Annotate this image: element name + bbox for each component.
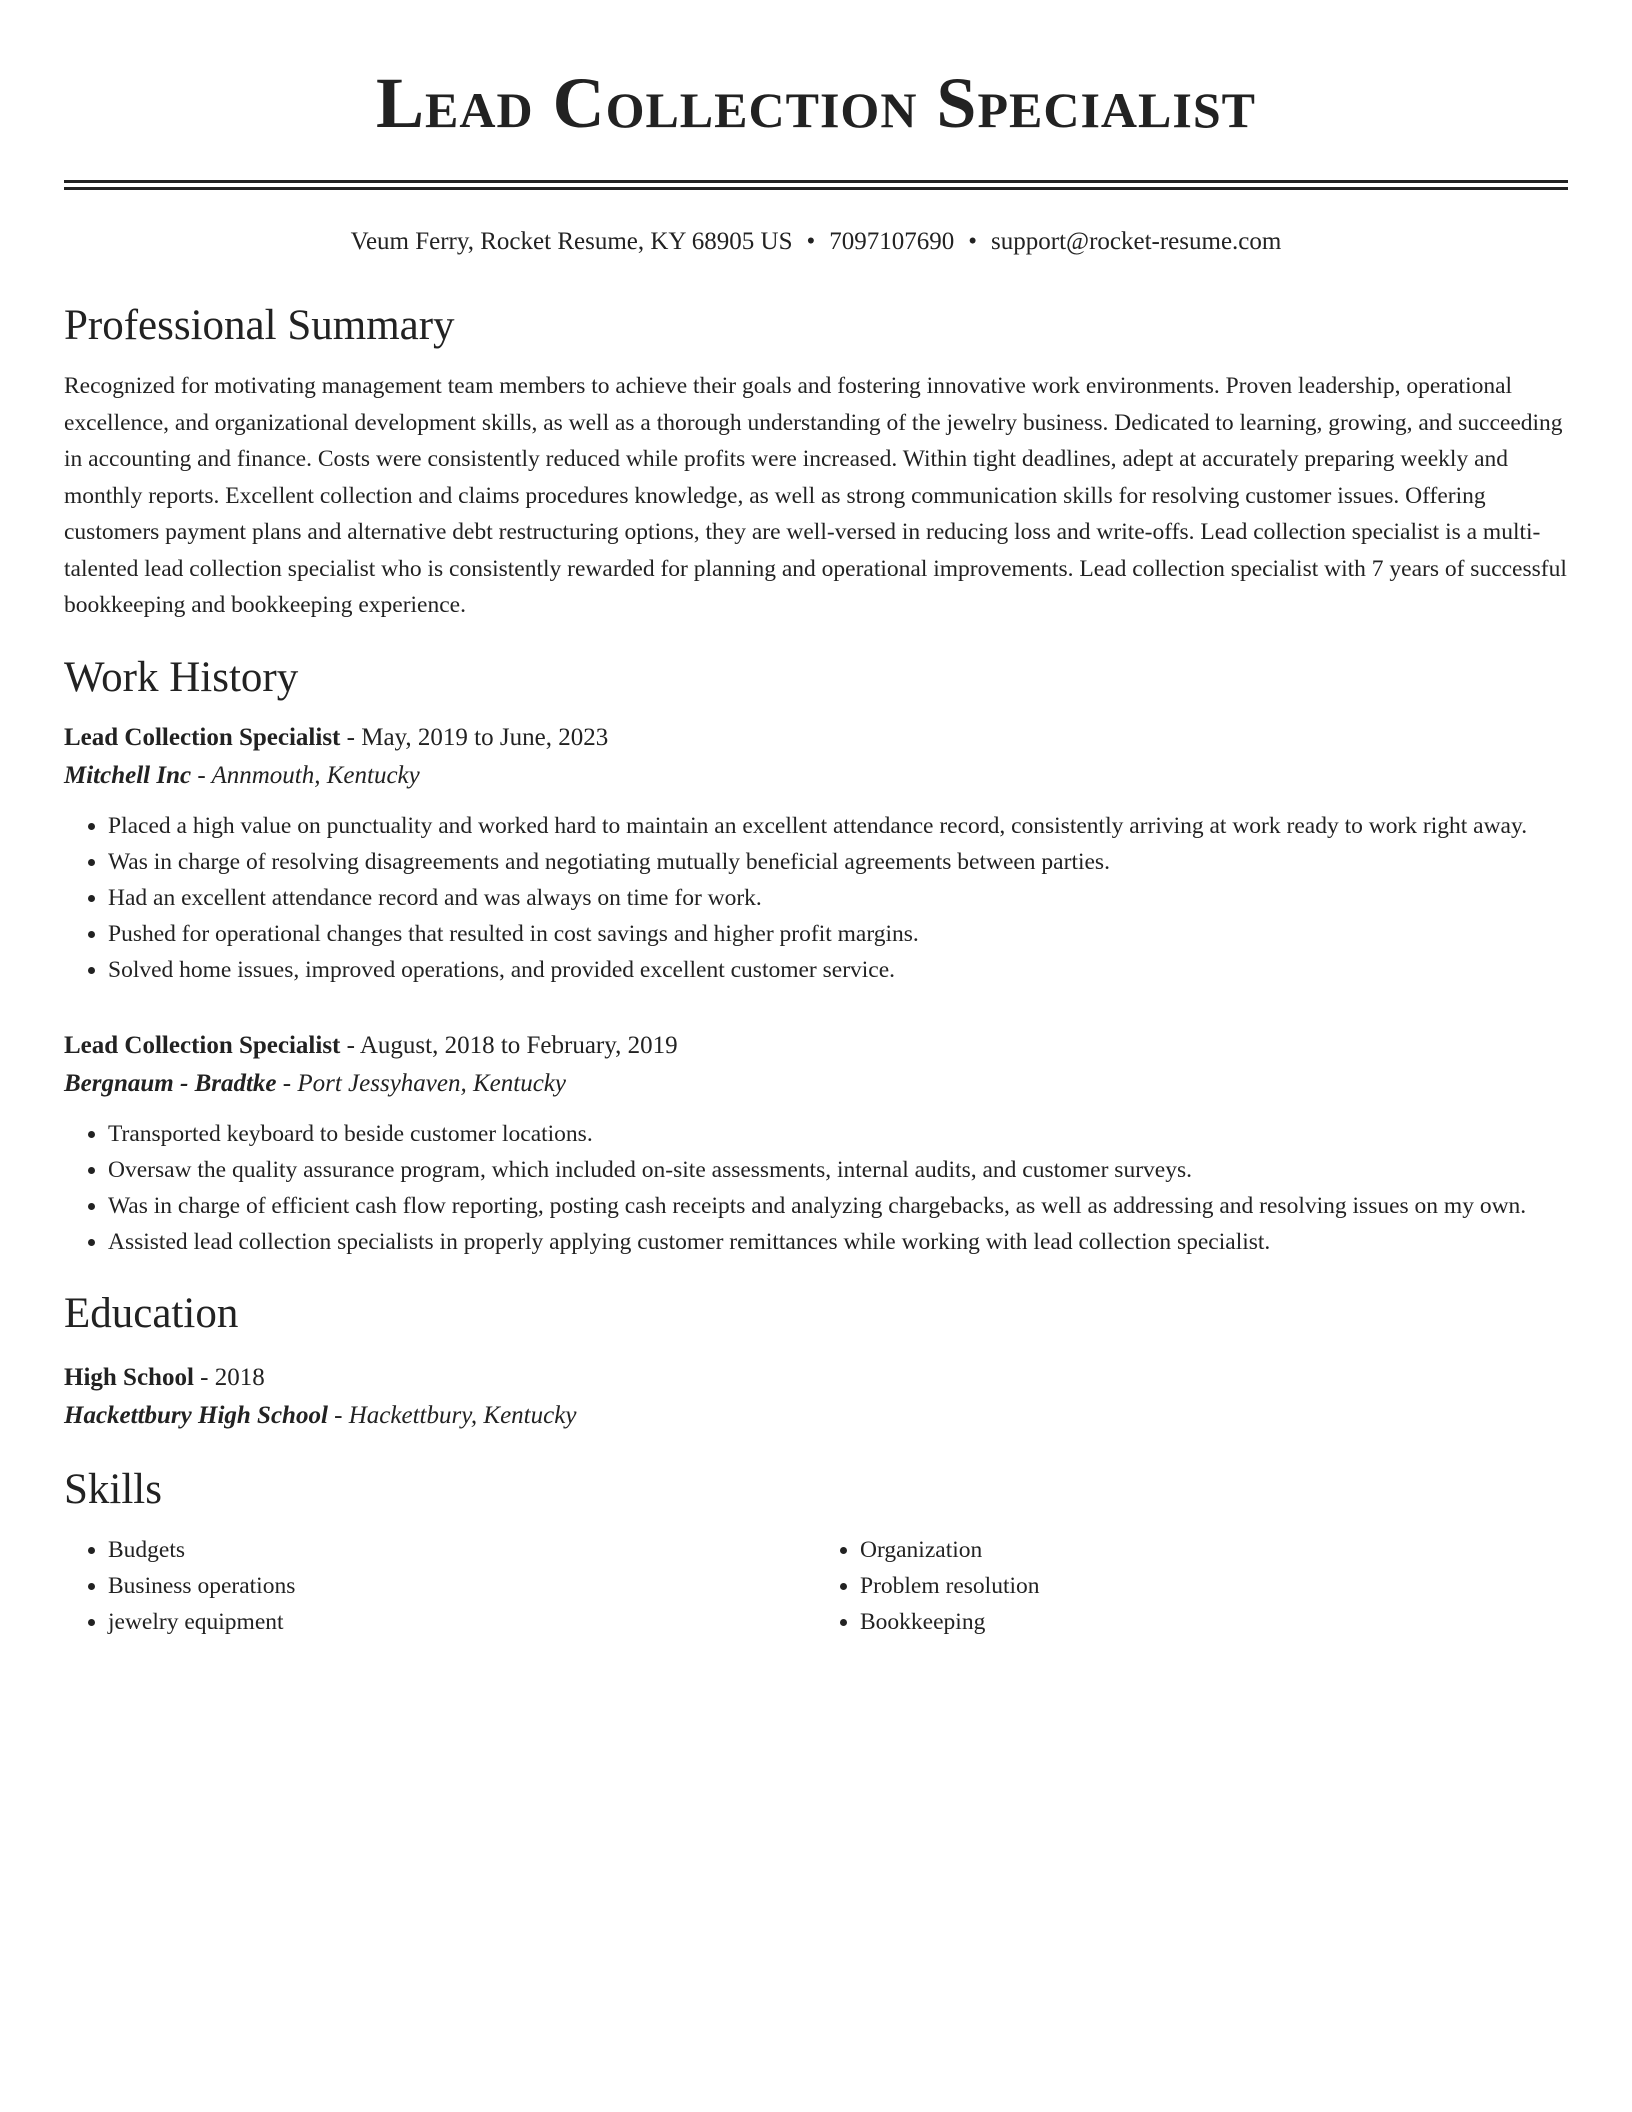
job-title-line [64,720,1568,756]
skill-item: • Problem resolution [860,1568,1568,1604]
skills-column-right [816,1532,1568,1640]
section-title-summary: Professional Summary [64,302,455,349]
job-company-line [64,1064,1568,1104]
contact-phone: 7097107690 [829,228,955,255]
contact-line [64,226,1568,258]
job-company: Bergnaum - Bradtke [64,1069,277,1097]
job-bullet: • Placed a high value on punctuality and worked hard to maintain an excellent attendance record, consistently arriving at work ready to work right away. [108,808,1568,844]
job-dates: - August, 2018 to February, 2019 [340,1031,678,1059]
skills-column-left [64,1532,816,1640]
job-location: - Annmouth, Kentucky [191,761,420,789]
job-bullet: • Transported keyboard to beside customer locations. [108,1116,1568,1152]
education-year: - 2018 [193,1363,265,1391]
job-bullets [64,808,1568,988]
job-bullets [64,1116,1568,1260]
education-school-line [64,1396,1568,1436]
education-degree: High School [64,1363,194,1391]
job-company: Mitchell Inc [64,761,192,789]
skill-item: • Bookkeeping [860,1604,1568,1640]
job-title-line [64,1028,1568,1064]
job-entry [64,1028,1568,1260]
job-location: - Port Jessyhaven, Kentucky [276,1069,566,1097]
education-degree-line [64,1360,1568,1396]
contact-email: support@rocket-resume.com [991,228,1282,255]
job-dates: - May, 2019 to June, 2023 [340,723,609,751]
contact-separator: • [806,228,816,255]
job-bullet: • Oversaw the quality assurance program, which included on-site assessments, internal audits, and customer surveys. [108,1152,1568,1188]
job-entry [64,720,1568,988]
education-location: - Hackettbury, Kentucky [327,1401,577,1429]
job-company-line [64,756,1568,796]
job-bullet: • Solved home issues, improved operations, and provided excellent customer service. [108,952,1568,988]
job-role: Lead Collection Specialist [64,1031,341,1059]
job-bullet: • Was in charge of efficient cash flow reporting, posting cash receipts and analyzing chargebacks, as well as addressing and resolving issues on my own. [108,1188,1568,1224]
skill-item: • Budgets [108,1532,816,1568]
job-bullet: • Pushed for operational changes that resulted in cost savings and higher profit margins. [108,916,1568,952]
skills-list [64,1532,1568,1640]
job-bullet: • Was in charge of resolving disagreements and negotiating mutually beneficial agreements between parties. [108,844,1568,880]
skill-item: • jewelry equipment [108,1604,816,1640]
contact-address: Veum Ferry, Rocket Resume, KY 68905 US [350,228,793,255]
section-title-work-history: Work History [64,653,299,701]
contact-separator: • [968,228,978,255]
skill-item: • Business operations [108,1568,816,1604]
skill-item: • Organization [860,1532,1568,1568]
section-title-education: Education [64,1289,239,1337]
job-role: Lead Collection Specialist [64,723,341,751]
job-bullet: • Assisted lead collection specialists in properly applying customer remittances while working with lead collection specialist. [108,1224,1568,1260]
summary-text: Recognized for motivating management team members to achieve their goals and fostering innovative work environments. Proven leadership, operational excellence, and organizational development skills, as well as a thorough understanding of the jewelry business. Dedicated to learning, growing, and succeeding in accounting and finance. Costs were consistently reduced while profits were increased. Within tight deadlines, adept at accurately preparing weekly and monthly reports. Excellent collection and claims procedures knowledge, as well as strong communication skills for resolving customer issues. Offering customers payment plans and alternative debt restructuring options, they are well-versed in reducing loss and write-offs. Lead collection specialist is a multi-talented lead collection specialist who is consistently rewarded for planning and operational improvements. Lead collection specialist with 7 years of successful bookkeeping and bookkeeping experience. [64,373,1567,618]
section-title-skills: Skills [64,1465,162,1513]
job-bullet: • Had an excellent attendance record and was always on time for work. [108,880,1568,916]
education-school: Hackettbury High School [64,1401,328,1429]
resume-name: Lead Collection Specialist [375,63,1257,143]
header-double-rule [64,180,1568,190]
